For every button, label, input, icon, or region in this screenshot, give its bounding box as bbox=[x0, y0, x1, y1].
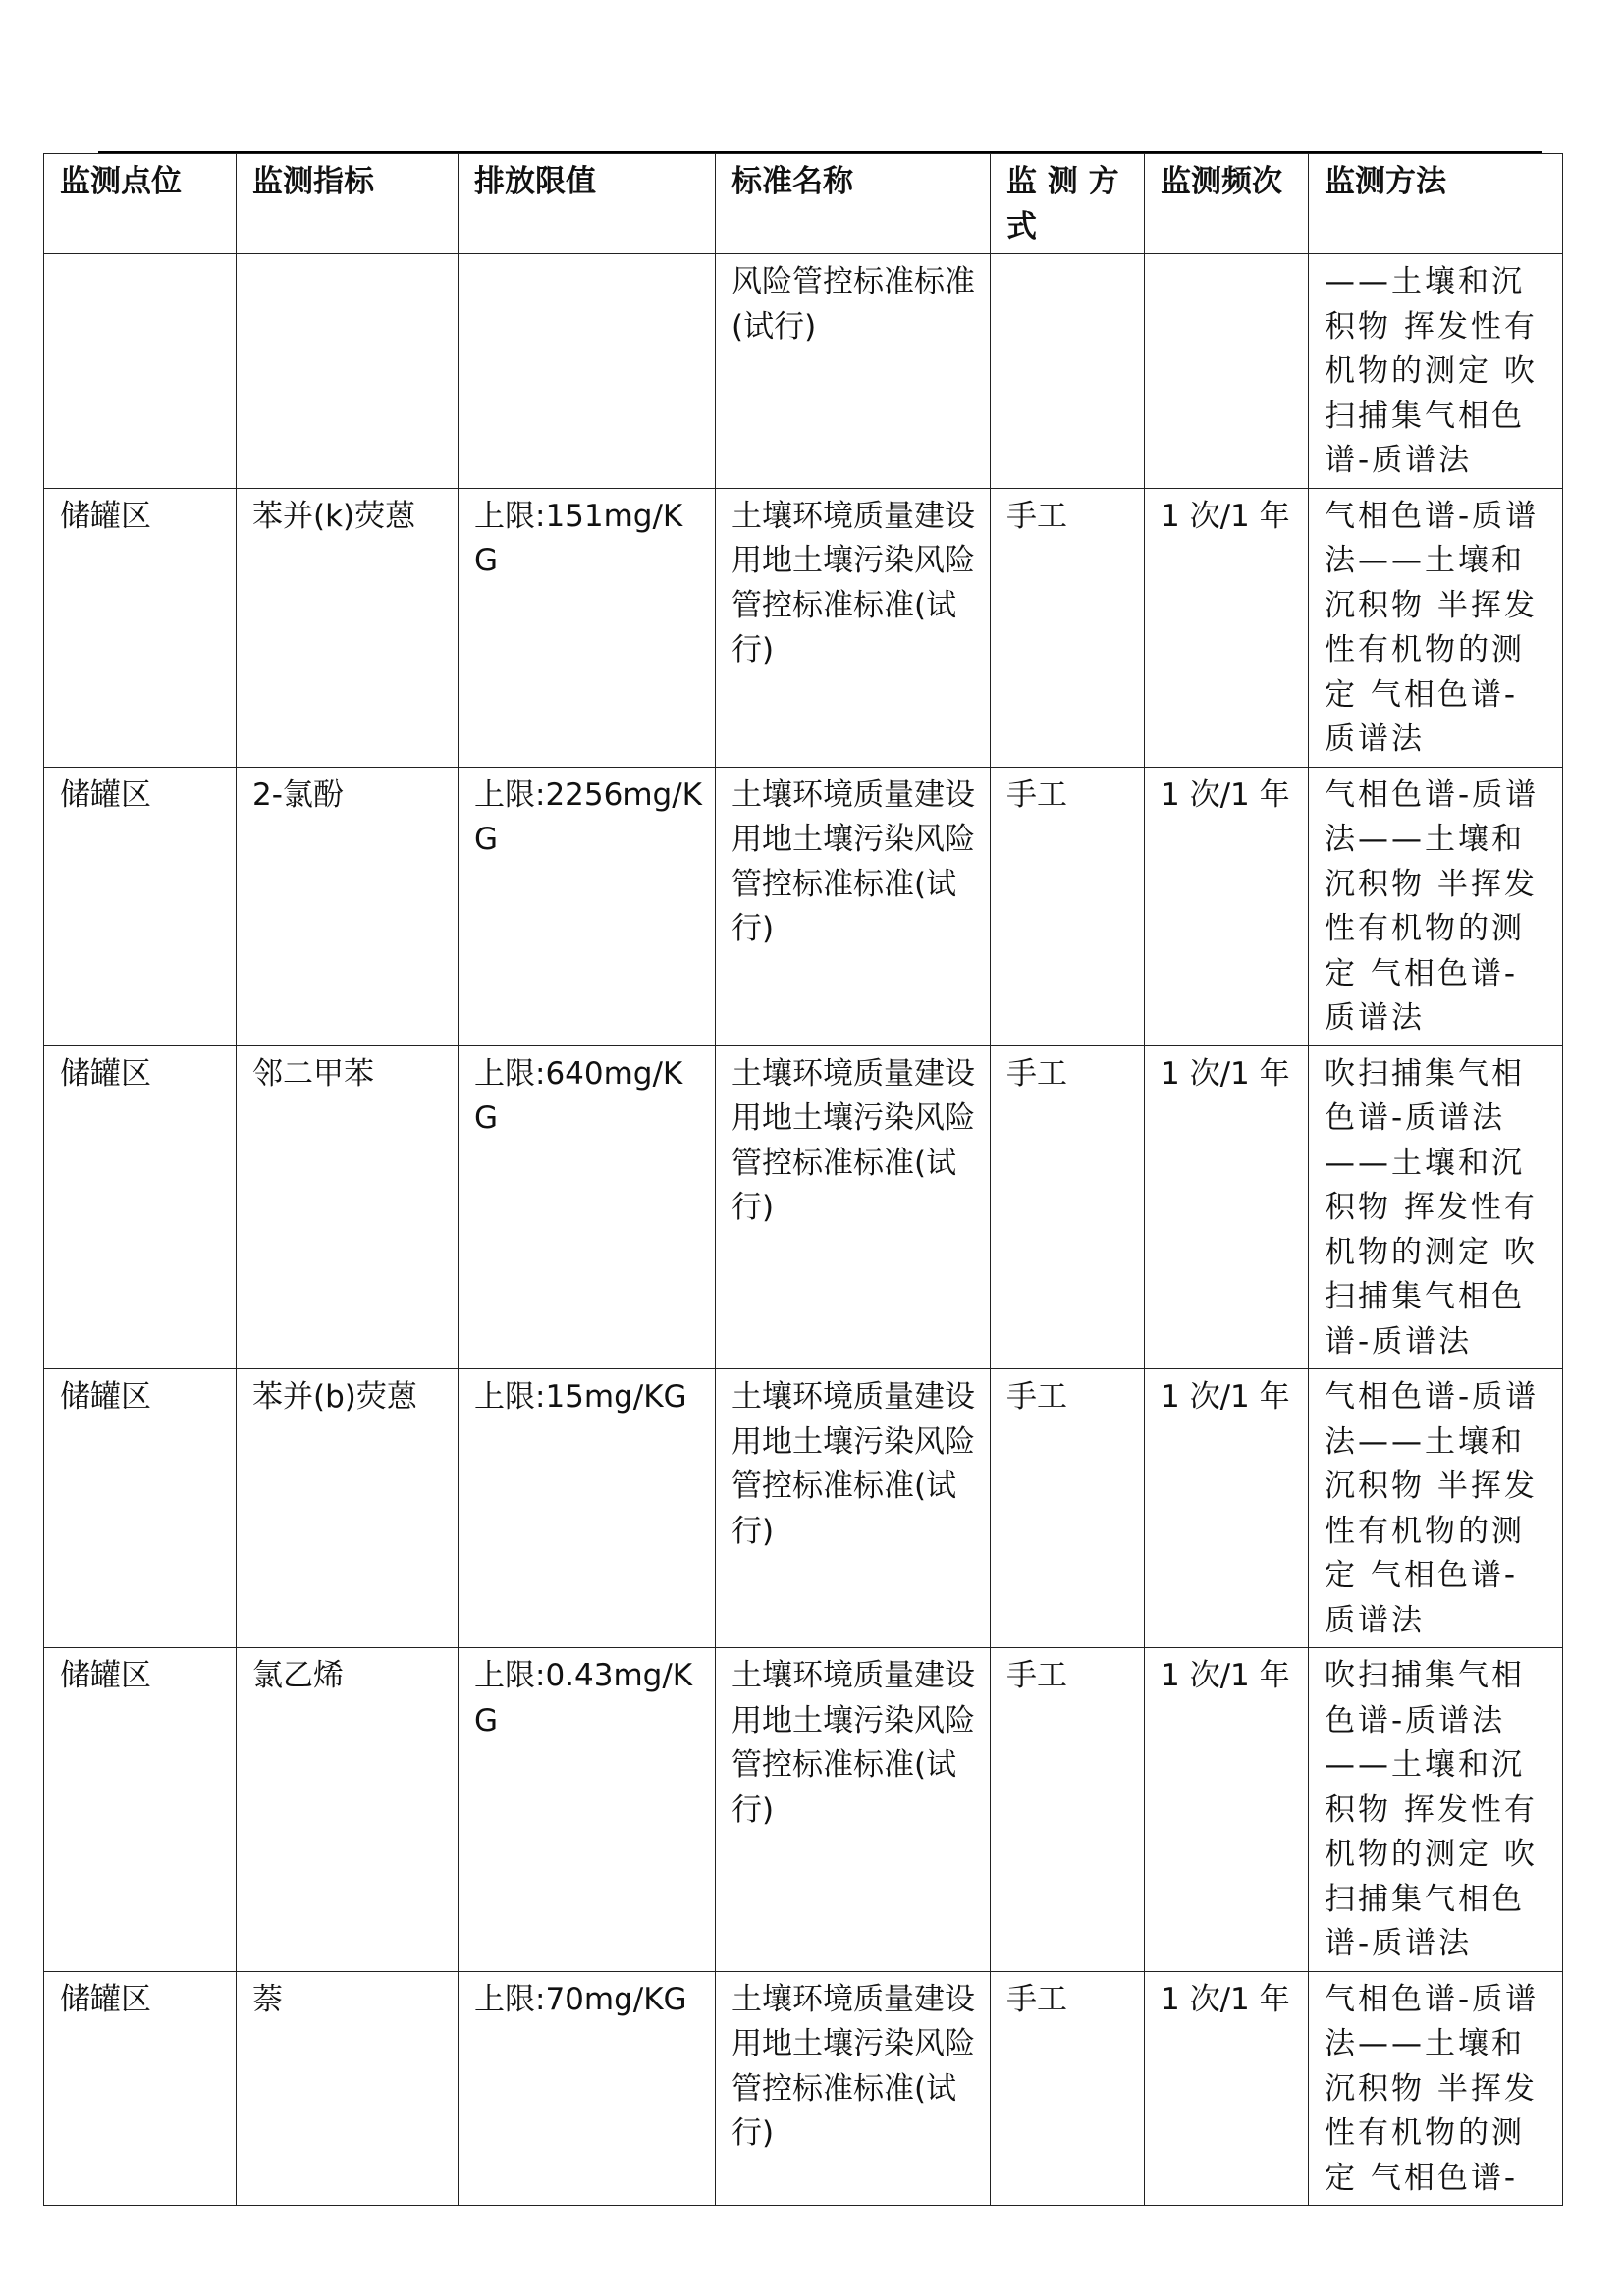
cell-method: 气相色谱-质谱法——土壤和沉积物 半挥发性有机物的测定 气相色谱-质谱法 bbox=[1309, 488, 1563, 767]
cell-site: 储罐区 bbox=[44, 1045, 237, 1369]
table-row bbox=[44, 1971, 1563, 2206]
table-row bbox=[44, 1045, 1563, 1369]
cell-frequency: 1 次/1 年 bbox=[1145, 1369, 1309, 1648]
cell-frequency: 1 次/1 年 bbox=[1145, 767, 1309, 1045]
cell-standard: 土壤环境质量建设用地土壤污染风险管控标准标准(试行) bbox=[716, 1648, 991, 1972]
cell-site: 储罐区 bbox=[44, 1369, 237, 1648]
table-row bbox=[44, 767, 1563, 1045]
cell-site: 储罐区 bbox=[44, 767, 237, 1045]
cell-site: 储罐区 bbox=[44, 1648, 237, 1972]
cell-method: 吹扫捕集气相色谱-质谱法——土壤和沉积物 挥发性有机物的测定 吹扫捕集气相色谱-质谱法 bbox=[1309, 1045, 1563, 1369]
header-standard: 标准名称 bbox=[716, 154, 991, 254]
table-row bbox=[44, 488, 1563, 767]
cell-limit: 上限:2256mg/KG bbox=[459, 767, 716, 1045]
cell-indicator: 苯并(k)荧蒽 bbox=[237, 488, 459, 767]
header-mode: 监 测 方 式 bbox=[991, 154, 1145, 254]
cell-mode: 手工 bbox=[991, 488, 1145, 767]
cell-mode: 手工 bbox=[991, 767, 1145, 1045]
cell-site bbox=[44, 254, 237, 489]
cell-method: 气相色谱-质谱法——土壤和沉积物 半挥发性有机物的测定 气相色谱- bbox=[1309, 1971, 1563, 2206]
cell-frequency: 1 次/1 年 bbox=[1145, 1045, 1309, 1369]
cell-standard: 风险管控标准标准(试行) bbox=[716, 254, 991, 489]
cell-frequency bbox=[1145, 254, 1309, 489]
header-limit: 排放限值 bbox=[459, 154, 716, 254]
cell-limit: 上限:151mg/KG bbox=[459, 488, 716, 767]
cell-indicator: 苯并(b)荧蒽 bbox=[237, 1369, 459, 1648]
cell-frequency: 1 次/1 年 bbox=[1145, 1971, 1309, 2206]
table-row bbox=[44, 1369, 1563, 1648]
cell-standard: 土壤环境质量建设用地土壤污染风险管控标准标准(试行) bbox=[716, 1045, 991, 1369]
cell-indicator: 氯乙烯 bbox=[237, 1648, 459, 1972]
cell-standard: 土壤环境质量建设用地土壤污染风险管控标准标准(试行) bbox=[716, 1369, 991, 1648]
cell-limit: 上限:70mg/KG bbox=[459, 1971, 716, 2206]
cell-standard: 土壤环境质量建设用地土壤污染风险管控标准标准(试行) bbox=[716, 488, 991, 767]
cell-method: 吹扫捕集气相色谱-质谱法——土壤和沉积物 挥发性有机物的测定 吹扫捕集气相色谱-质谱法 bbox=[1309, 1648, 1563, 1972]
cell-limit: 上限:640mg/KG bbox=[459, 1045, 716, 1369]
monitoring-table bbox=[43, 153, 1563, 2206]
cell-limit bbox=[459, 254, 716, 489]
header-method: 监测方法 bbox=[1309, 154, 1563, 254]
cell-mode: 手工 bbox=[991, 1369, 1145, 1648]
cell-mode: 手工 bbox=[991, 1971, 1145, 2206]
cell-method: ——土壤和沉积物 挥发性有机物的测定 吹扫捕集气相色谱-质谱法 bbox=[1309, 254, 1563, 489]
cell-frequency: 1 次/1 年 bbox=[1145, 1648, 1309, 1972]
header-indicator: 监测指标 bbox=[237, 154, 459, 254]
cell-site: 储罐区 bbox=[44, 1971, 237, 2206]
cell-indicator bbox=[237, 254, 459, 489]
table-row bbox=[44, 254, 1563, 489]
header-frequency: 监测频次 bbox=[1145, 154, 1309, 254]
cell-method: 气相色谱-质谱法——土壤和沉积物 半挥发性有机物的测定 气相色谱-质谱法 bbox=[1309, 1369, 1563, 1648]
cell-mode: 手工 bbox=[991, 1648, 1145, 1972]
cell-site: 储罐区 bbox=[44, 488, 237, 767]
cell-mode: 手工 bbox=[991, 1045, 1145, 1369]
cell-indicator: 2-氯酚 bbox=[237, 767, 459, 1045]
cell-limit: 上限:0.43mg/KG bbox=[459, 1648, 716, 1972]
cell-standard: 土壤环境质量建设用地土壤污染风险管控标准标准(试行) bbox=[716, 767, 991, 1045]
table-row bbox=[44, 1648, 1563, 1972]
table-header-row bbox=[44, 154, 1563, 254]
cell-indicator: 萘 bbox=[237, 1971, 459, 2206]
cell-method: 气相色谱-质谱法——土壤和沉积物 半挥发性有机物的测定 气相色谱-质谱法 bbox=[1309, 767, 1563, 1045]
cell-frequency: 1 次/1 年 bbox=[1145, 488, 1309, 767]
cell-mode bbox=[991, 254, 1145, 489]
cell-standard: 土壤环境质量建设用地土壤污染风险管控标准标准(试行) bbox=[716, 1971, 991, 2206]
cell-limit: 上限:15mg/KG bbox=[459, 1369, 716, 1648]
cell-indicator: 邻二甲苯 bbox=[237, 1045, 459, 1369]
header-site: 监测点位 bbox=[44, 154, 237, 254]
